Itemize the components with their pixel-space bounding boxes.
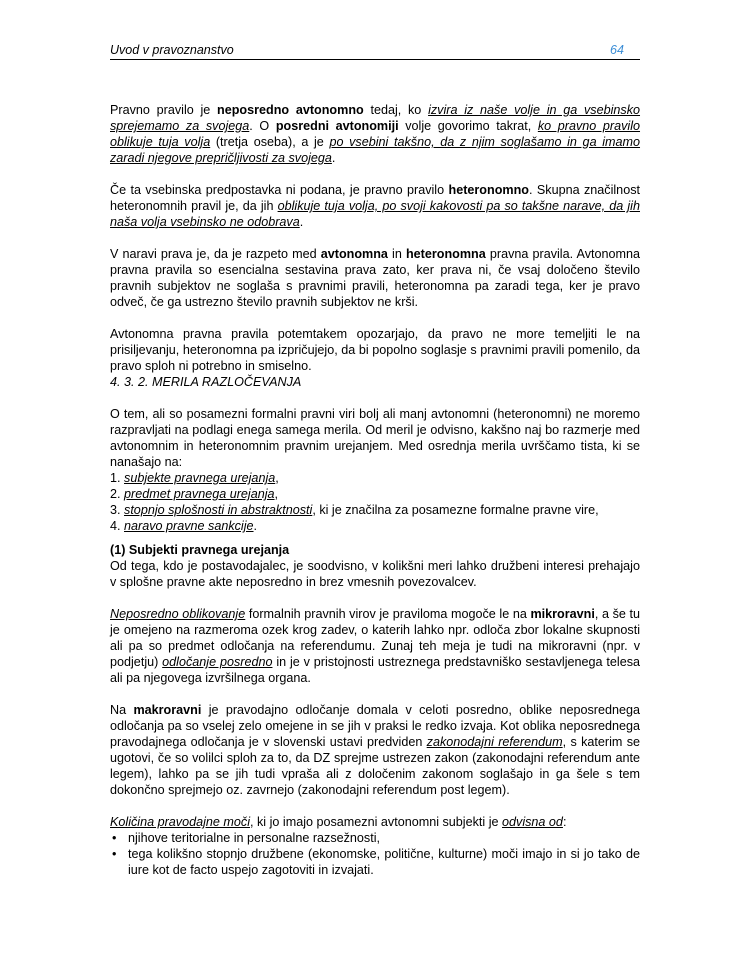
- paragraph-macro-level: Na makroravni je pravodajno odločanje domala v celoti posredno, oblike neposrednega odločanja pa so vselej zelo omejene in se jih v praksi le redko izvaja. Kot oblika neposrednega pravodajnega odločanja je v slovenski ustavi predviden zakonodajni referendum, s katerim se ugotovi, če so volilci sploh za to, da DZ sprejme ustrezen zakon (zakonodajni referendum ante legem), lahko pa se jih tudi vpraša ali z določenim zakonom soglašajo in ga šele s tem dokončno sprejmejo oz. zavrnejo (zakonodajni referendum post legem).: [110, 703, 640, 797]
- paragraph-criteria-intro: O tem, ali so posamezni formalni pravni viri bolj ali manj avtonomni (heteronomni) ne moremo razpravljati na podlagi enega samega merila. Od meril je odvisno, kakšno naj bo razmerje med avtonomnim in heteronomnim pravnim urejanjem. Med osrednja merila uvrščamo tista, ki se nanašajo na:: [110, 407, 640, 469]
- document-title: Uvod v pravoznanstvo: [110, 43, 234, 57]
- paragraph-autonomy-definition: Pravno pravilo je neposredno avtonomno tedaj, ko izvira iz naše volje in ga vsebinsko sprejemamo za svojega. O posredni avtonomiji volje govorimo takrat, ko pravno pravilo oblikuje tuja volja (tretja oseba), a je po vsebini takšno, da z njim soglašamo in ga imamo zaradi njegove prepričljivosti za svojega.: [110, 103, 641, 165]
- page-header: [110, 42, 640, 60]
- list-item: • njihove teritorialne in personalne razsežnosti,: [112, 831, 381, 845]
- bullet-list: [110, 830, 640, 878]
- page-content: [110, 102, 640, 878]
- paragraph-direct-formation: Neposredno oblikovanje formalnih pravnih virov je praviloma mogoče le na mikroravni, a še tu je omejeno na razmeroma ozek krog zadev, o katerih lahko npr. odloča zbor lokalne skupnosti ali pa so predmet odločanja na referendumu. Zunaj teh meja je tudi na mikroravni (npr. v podjetju) odločanje posredno in je v pristojnosti ustreznega predstavniško sestavljenega telesa ali pa njegovega izvršilnega organa.: [110, 607, 641, 685]
- list-item: 3. stopnjo splošnosti in abstraktnosti, ki je značilna za posamezne formalne pravne vire,: [110, 503, 599, 517]
- page-number: 64: [610, 43, 624, 57]
- paragraph-autonomous-rules: Avtonomna pravna pravila potemtakem opozarjajo, da pravo ne more temeljiti le na prisiljevanju, heteronomna pa izpričujejo, da bi popolno soglasje s pravnimi pravili pomenilo, da pravo sploh ni potrebno in smiselno.: [110, 327, 640, 373]
- list-item: 4. naravo pravne sankcije.: [110, 519, 258, 533]
- list-item: • tega kolikšno stopnjo družbene (ekonomske, politične, kulturne) moči imajo in si jo tako de iure kot de facto uspejo zagotoviti in izvajati.: [112, 847, 640, 877]
- paragraph-nature-of-law: V naravi prava je, da je razpeto med avtonomna in heteronomna pravna pravila. Avtonomna pravna pravila so esencialna sestavina prava zato, ker prava ni, če vsaj določeno število pravnih subjektov ne soglaša s pravnimi pravili, heteronomna pa zaradi tega, ker je pravo odveč, če ga ustrezno število pravnih subjektov ne krši.: [110, 247, 641, 309]
- subheading: (1) Subjekti pravnega urejanja: [110, 543, 290, 557]
- section-heading: 4. 3. 2. MERILA RAZLOČEVANJA: [110, 375, 302, 389]
- criteria-list: [110, 470, 640, 534]
- paragraph-power-amount: Količina pravodajne moči, ki jo imajo posamezni avtonomni subjekti je odvisna od:: [110, 815, 567, 829]
- bullet-icon: •: [112, 831, 117, 845]
- list-item: 1. subjekte pravnega urejanja,: [110, 471, 279, 485]
- paragraph-heteronomy-definition: Če ta vsebinska predpostavka ni podana, je pravno pravilo heteronomno. Skupna značilnost heteronomnih pravil je, da jih oblikuje tuja volja, po svoji kakovosti pa so takšne narave, da jih naša volja vsebinsko ne odobrava.: [110, 183, 640, 229]
- paragraph-legislator: Od tega, kdo je postavodajalec, je soodvisno, v kolikšni meri lahko družbeni interesi prehajajo v splošne pravne akte neposredno in brez vmesnih povezovalcev.: [110, 559, 640, 589]
- list-item: 2. predmet pravnega urejanja,: [110, 487, 279, 501]
- bullet-icon: •: [112, 847, 117, 861]
